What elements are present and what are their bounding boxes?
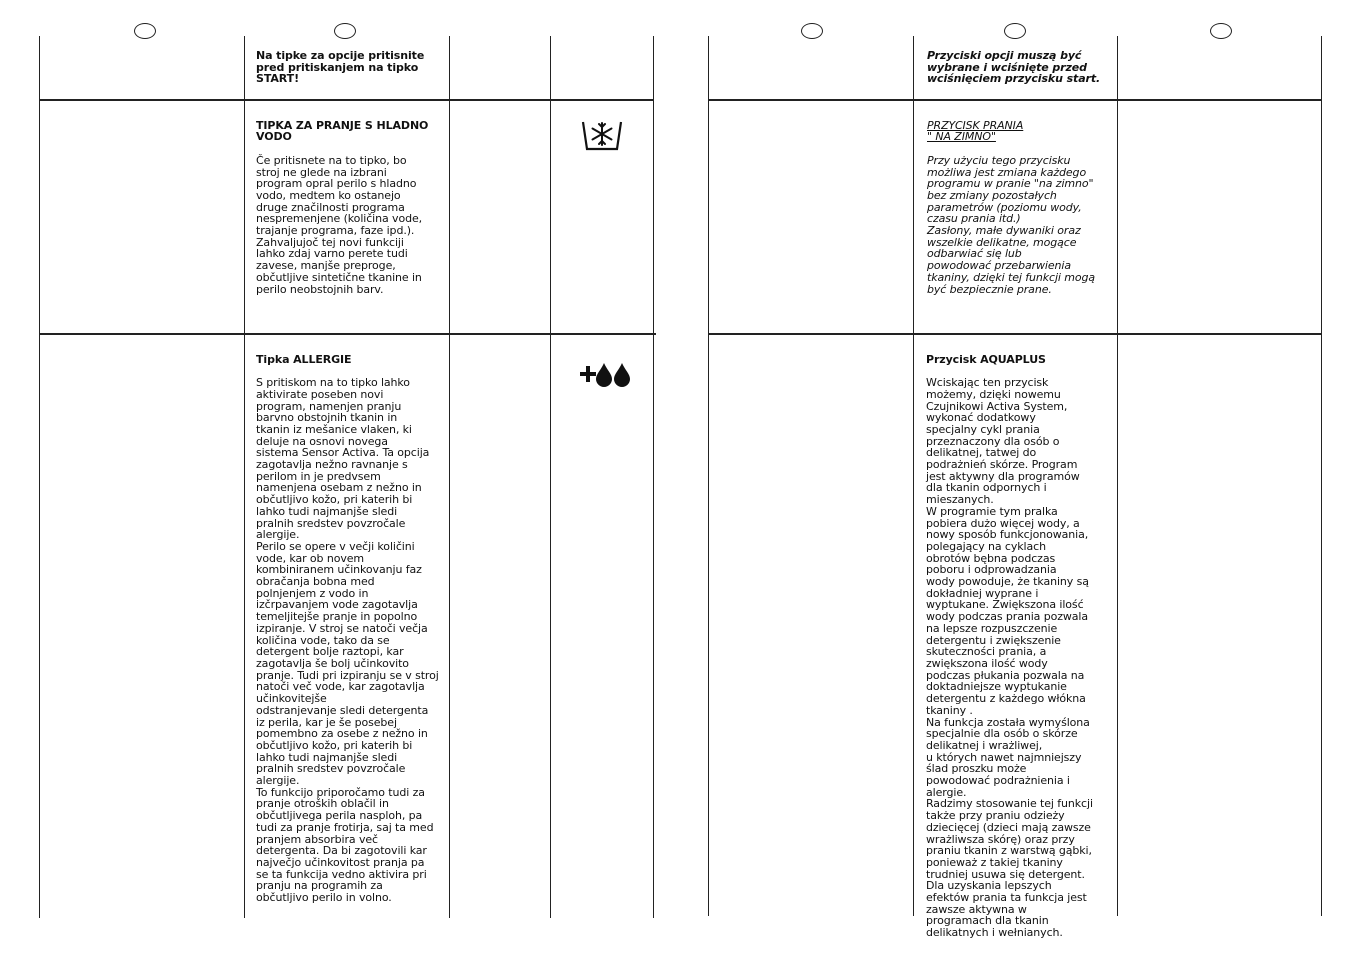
left-allergie-body: S pritiskom na to tipko lahko aktivirate poseben novi program, namenjen pranju barvno obstojnih tkanin in tkanin iz mešanice vlaken, ki deluje na osnovi novega sistema Sensor Activa. Ta opcija zagotavlja nežno ravnanje s perilom in je predvsem namenjena osebam z nežno in občutljivo kožo, pri katerih bi lahko tudi najmanjše sledi pralnih sredstev povzročale alergije. Perilo se opere v večji količini vode, kar ob novem kombiniranem učinkovanju faz obračanja bobna med polnjenjem z vodo in izčrpavanjem vode zagotavlja temeljitejše pranje in popolno izpiranje. V stroj se natoči večja količina vode, tako da se detergent bolje raztopi, kar zagotavlja še bolj učinkovito pranje. Tudi pri izpiranju se v stroj natoči več vode, kar zagotavlja učinkovitejše odstranjevanje sledi detergenta iz perila, kar je še posebej pomembno za osebe z nežno in občutljivo kožo, pri katerih bi lahko tudi najmanjše sledi pralnih sredstev povzročale alergije. To funkcijo priporočamo tudi za pranje otroških oblačil in občutljivega perila nasploh, pa tudi za pranje frotirja, saj ta med pranjem absorbira več detergenta. Da bi zagotovili kar največjo učinkovitost pranja pa se ta funkcija vedno aktivira pri pranju na programih za občutljivo perilo in volno. — [256, 376, 439, 905]
left-col-line-1 — [39, 36, 40, 918]
left-cold-wash-section — [256, 108, 446, 307]
right-cold-wash-body: Przy użyciu tego przycisku możliwa jest zmiana każdego programu w pranie "na zimno" bez zmiany pozostałych parametrów (poziomu wody, czasu prania itd.) Zasłony, małe dywaniki oraz wszelkie delikatne, mogące odbarwiać się lub powodować przebarwienia tkaniny, dzięki tej funkcji mogą być bezpiecznie prane. — [927, 153, 1096, 296]
left-row-divider-1 — [40, 99, 654, 101]
left-col-line-3 — [449, 36, 450, 918]
left-col-line-5 — [653, 36, 654, 918]
right-aquaplus-section — [926, 342, 1116, 951]
header-circle-3 — [801, 23, 823, 39]
right-row-divider-2 — [709, 333, 1322, 335]
right-cold-wash-section — [927, 108, 1115, 307]
left-col-line-2 — [244, 36, 245, 918]
right-col-line-1 — [708, 36, 709, 916]
left-intro-text: Na tipke za opcije pritisnite pred pritiskanjem na tipko START! — [256, 49, 425, 86]
right-aquaplus-title: Przycisk AQUAPLUS — [926, 352, 1046, 366]
header-circle-2 — [334, 23, 356, 39]
left-cold-wash-body: Če pritisnete na to tipko, bo stroj ne glede na izbrani program opral perilo s hladno vodo, medtem ko ostanejo druge značilnosti programa nespremenjene (količina vode, trajanje programa, faze ipd.). Zahvaljujoč tej novi funkciji lahko zdaj varno perete tudi zavese, manjše preproge, občutljive sintetične tkanine in perilo neobstojnih barv. — [256, 153, 423, 296]
left-allergie-title: Tipka ALLERGIE — [256, 352, 352, 366]
header-circle-5 — [1210, 23, 1232, 39]
allergie-plus-drops-icon — [580, 360, 632, 388]
right-row-divider-1 — [709, 99, 1322, 101]
left-cold-wash-title: TIPKA ZA PRANJE S HLADNO VODO — [256, 118, 429, 144]
left-col-line-4 — [550, 36, 551, 918]
header-circle-1 — [134, 23, 156, 39]
cold-wash-snowflake-icon — [581, 120, 623, 152]
left-allergie-section — [256, 342, 448, 915]
right-aquaplus-body: Wciskając ten przycisk możemy, dzięki nowemu Czujnikowi Activa System, wykonać dodatkowy specjalny cykl prania przeznaczony dla osób o delikatnej, tatwej do podrażnień skórze. Program jest aktywny dla programów dla tkanin odpornych i mieszanych. W programie tym pralka pobiera dużo więcej wody, a nowy sposób funkcjonowania, polegający na cyklach obrotów bębna podczas poboru i odprowadzania wody powoduje, że tkaniny są dokładniej wyprane i wyptukane. Zwiększona ilość wody podczas prania pozwala na lepsze rozpuszczenie detergentu i zwiększenie skuteczności prania, a zwiększona ilość wody podczas płukania pozwala na doktadniejsze wyptukanie detergentu z każdego włókna tkaniny . Na funkcja została wymyślona specjalnie dla osób o skórze delikatnej i wrażliwej, u których nawet najmniejszy ślad proszku może powodować podrażnienia i alergie. Radzimy stosowanie tej funkcji także przy praniu odzieży dziecięcej (dzieci mają zawsze wrażliwsza skórę) oraz przy praniu tkanin z warstwą gąbki, ponieważ z takiej tkaniny trudniej usuwa się detergent. Dla uzyskania lepszych efektów prania ta funkcja jest zawsze aktywna w programach dla tkanin delikatnych i wełnianych. — [926, 376, 1093, 940]
right-col-line-4 — [1321, 36, 1322, 916]
right-intro-text: Przyciski opcji muszą być wybrane i wciśnięte przed wciśnięciem przycisku start. — [927, 49, 1101, 86]
right-col-line-3 — [1117, 36, 1118, 916]
left-row-divider-2 — [40, 333, 656, 335]
right-cold-wash-title: PRZYCISK PRANIA " NA ZIMNO" — [927, 118, 1024, 144]
header-circle-4 — [1004, 23, 1026, 39]
right-col-line-2 — [913, 36, 914, 916]
